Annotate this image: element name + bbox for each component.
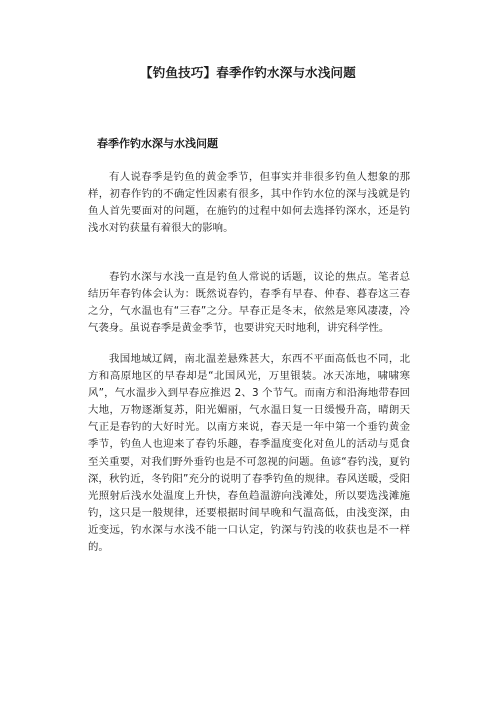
paragraph: 有人说春季是钓鱼的黄金季节，但事实并非很多钓鱼人想象的那样，初春作钓的不确定性因素有很多，其中作钓水位的深与浅就是钓鱼人首先要面对的问题，在施钓的过程中如何去选择钓深水，还是钓浅水对钓获量有着很大的影响。 <box>88 171 410 235</box>
section-heading: 春季作钓水深与水浅问题 <box>97 137 218 150</box>
paragraph: 我国地域辽阔，南北温差悬殊甚大，东西不平面高低也不同，北方和高原地区的早春却是“北国风光，万里银装。冰天冻地，啸啸寒风”，气水温步入到早春应推迟 2、3 个节气。而南方和沿海地带春回大地，万物逐渐复苏，阳光媚丽，气水温日复一日缓慢升高，晴朗天气正是春钓的大好时光。以南方来说，春天是一年中第一个垂钓黄金季节，钓鱼人也迎来了春钓乐趣，春季温度变化对鱼儿的活动与觅食至关重要，对我们野外垂钓也是不可忽视的问题。鱼谚“春钓浅，夏钓深，秋钓近，冬钓阳”充分的说明了春季钓鱼的规律。春风送暖，受阳光照射后浅水处温度上升快，春鱼趋温游向浅滩处，所以要选浅滩施钓，这只是一般规律，还要根据时间早晚和气温高低，由浅变深，由近变远，钓水深与水浅不能一口认定，钓深与钓浅的收获也是不一样的。 <box>88 353 410 554</box>
document-title: 【钓鱼技巧】春季作钓水深与水浅问题 <box>140 65 356 80</box>
paragraph: 春钓水深与水浅一直是钓鱼人常说的话题，议论的焦点。笔者总结历年春钓体会认为：既然说春钓，春季有早春、仲春、暮春这三春之分，气水温也有“三春”之分。早春正是冬末，依然是寒风凄凄，冷气袭身。虽说春季是黄金季节，也要讲究天时地利，讲究科学性。 <box>88 271 410 335</box>
